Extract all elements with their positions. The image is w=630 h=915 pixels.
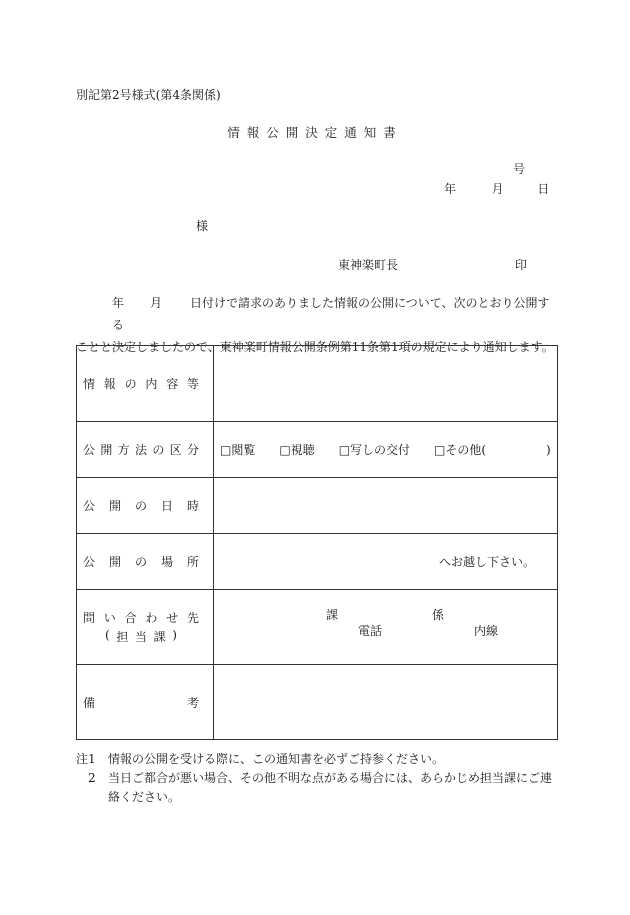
date-label-cell (77, 478, 214, 534)
contact-kakari: 係 (432, 608, 445, 622)
row-content (77, 346, 558, 422)
date-label-char: 開 (108, 499, 121, 513)
method-option-other[interactable]: □その他( ) (434, 443, 551, 457)
contact-label-char: せ (166, 611, 179, 625)
content-label-char: 等 (186, 377, 199, 391)
place-label-char: 公 (83, 555, 96, 569)
body-year: 年 (112, 296, 125, 310)
method-label-char: の (152, 443, 165, 457)
content-label (83, 375, 199, 392)
body-month: 月 (150, 296, 163, 310)
method-label-char: 分 (186, 443, 199, 457)
method-label-char: 法 (134, 443, 147, 457)
date-value-cell[interactable] (214, 478, 558, 534)
contact-sublabel-char: 担 (116, 630, 129, 644)
date-label (83, 497, 199, 514)
body-line1-rest: 日付けで請求のありました情報の公開について、次のとおり公開する (112, 296, 550, 332)
addressee-suffix: 様 (196, 219, 209, 233)
contact-label-char: わ (145, 611, 158, 625)
content-label-char: 内 (145, 377, 158, 391)
contact-sublabel-char: ( (105, 628, 110, 642)
method-label-cell (77, 422, 214, 478)
method-label-char: 開 (100, 443, 113, 457)
method-label-char: 公 (83, 443, 96, 457)
contact-label-char: 問 (83, 611, 96, 625)
place-value-cell[interactable] (214, 534, 558, 590)
note-1-text: 情報の公開を受ける際に、この通知書を必ずご持参ください。 (108, 752, 445, 766)
note-2 (76, 769, 560, 807)
contact-ext: 内線 (474, 624, 499, 638)
place-label-char: 開 (108, 555, 121, 569)
disclosure-info-table (76, 345, 558, 740)
notice-line-2: ことと決定しましたので、東神楽町情報公開条例第11条第1項の規定により通知します。 (76, 340, 554, 354)
method-options-cell (214, 422, 558, 478)
document-title: 情報公開決定通知書 (227, 125, 403, 140)
document-number-label: 号 (513, 162, 526, 176)
method-label (83, 441, 199, 458)
contact-label-char: 先 (186, 611, 199, 625)
contact-sublabel-char: ) (172, 628, 177, 642)
content-label-char: 報 (103, 377, 116, 391)
contact-value-cell[interactable] (214, 590, 558, 665)
contact-sublabel-char: 当 (134, 630, 147, 644)
date-label-char: 時 (186, 499, 199, 513)
method-label-char: 区 (169, 443, 182, 457)
place-label (83, 553, 199, 570)
method-option-copy[interactable]: □写しの交付 (338, 443, 411, 457)
contact-ka: 課 (326, 608, 339, 622)
form-reference: 別記第2号様式(第4条関係) (76, 88, 221, 102)
note-2-text: 当日ご都合が悪い場合、その他不明な点がある場合には、あらかじめ担当課にご連絡ください。 (108, 771, 553, 804)
year-label: 年 (444, 182, 457, 196)
issue-date (444, 180, 549, 197)
place-note: へお越し下さい。 (438, 555, 535, 569)
remarks-value-cell[interactable] (214, 665, 558, 740)
issuer-name: 東神楽町長 (338, 258, 399, 272)
remarks-label-b: 考 (186, 695, 199, 710)
note-1-mark: 注1 (76, 752, 96, 766)
content-label-char: 情 (83, 377, 96, 391)
contact-sublabel (105, 628, 177, 645)
method-option-view[interactable]: □閲覧 (220, 443, 256, 457)
contact-label-cell (77, 590, 214, 665)
place-label-char: 場 (160, 555, 173, 569)
content-label-cell (77, 346, 214, 422)
day-label: 日 (537, 182, 550, 196)
notes (76, 750, 560, 807)
method-label-char: 方 (117, 443, 130, 457)
date-label-char: 公 (83, 499, 96, 513)
note-2-mark: 2 (88, 771, 96, 785)
contact-tel: 電話 (358, 624, 383, 638)
place-label-char: 所 (186, 555, 199, 569)
contact-label-char: 合 (124, 611, 137, 625)
place-label-char: の (134, 555, 147, 569)
row-place (77, 534, 558, 590)
place-label-cell (77, 534, 214, 590)
content-label-char: 容 (166, 377, 179, 391)
date-label-char: の (134, 499, 147, 513)
row-method (77, 422, 558, 478)
content-label-char: の (124, 377, 137, 391)
content-value-cell[interactable] (214, 346, 558, 422)
seal-mark: 印 (515, 258, 528, 272)
contact-label (83, 609, 199, 626)
remarks-label-a: 備 (83, 695, 96, 710)
contact-label-char: い (103, 611, 116, 625)
notice-line-1 (76, 292, 560, 336)
remarks-label (83, 694, 199, 711)
month-label: 月 (491, 182, 504, 196)
row-date (77, 478, 558, 534)
note-1 (76, 750, 560, 769)
row-contact (77, 590, 558, 665)
method-option-listen[interactable]: □視聴 (279, 443, 315, 457)
date-label-char: 日 (160, 499, 173, 513)
contact-sublabel-char: 課 (153, 630, 166, 644)
remarks-label-cell (77, 665, 214, 740)
row-remarks (77, 665, 558, 740)
